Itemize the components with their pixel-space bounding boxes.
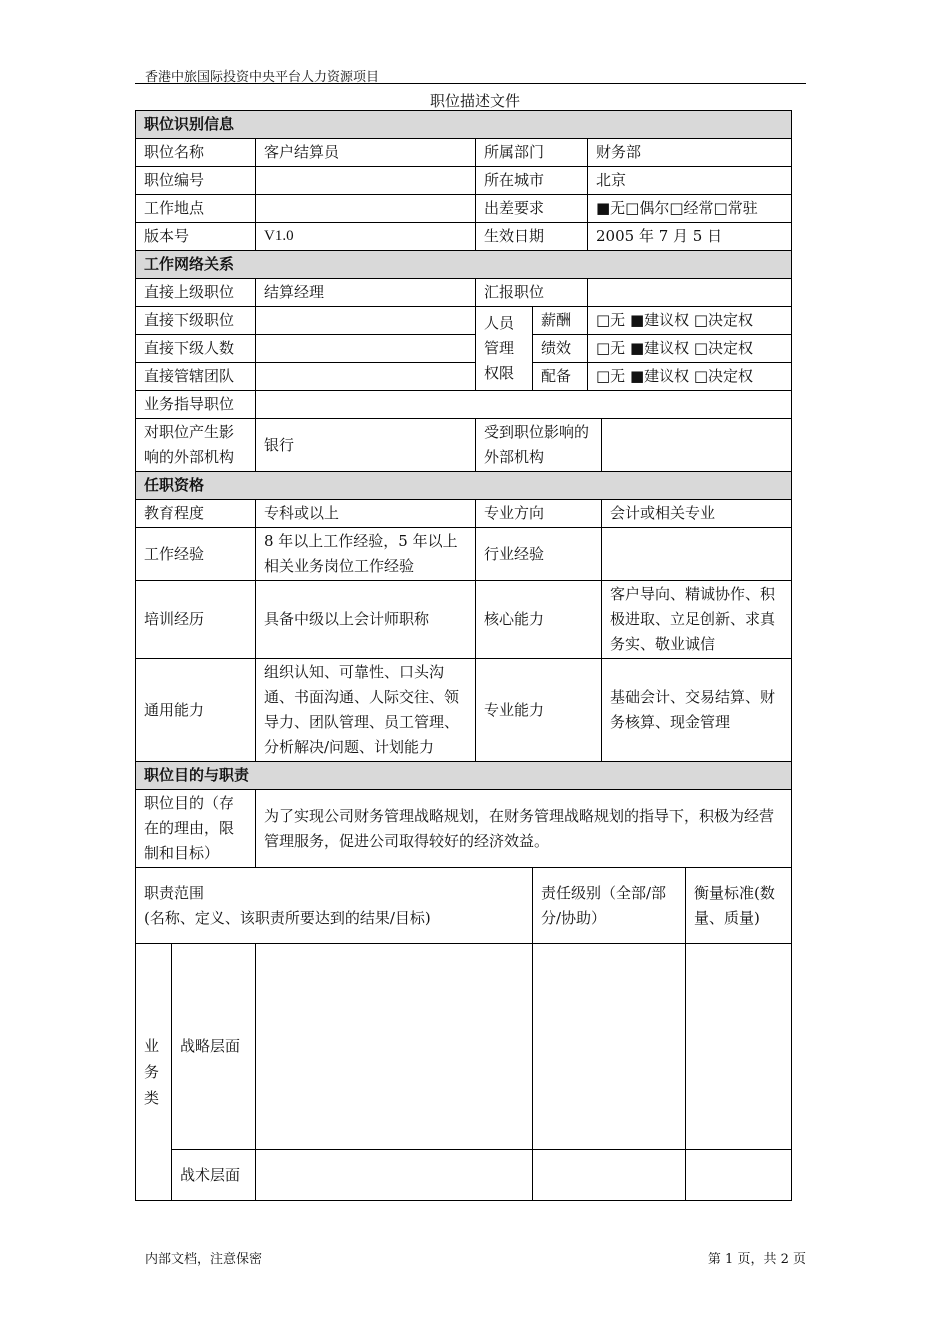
general-ability-label: 通用能力 — [136, 659, 256, 762]
major-value: 会计或相关专业 — [602, 500, 792, 528]
authority-value: □无 ■建议权 □决定权 — [588, 307, 792, 335]
core-ability-value: 客户导向、精诚协作、积极进取、立足创新、求真务实、敬业诚信 — [602, 581, 792, 659]
section-network: 工作网络关系 — [136, 251, 792, 279]
travel-label: 出差要求 — [476, 195, 588, 223]
report-label: 汇报职位 — [476, 279, 588, 307]
version-label: 版本号 — [136, 223, 256, 251]
purpose-text: 为了实现公司财务管理战略规划，在财务管理战略规划的指导下，积极为经营管理服务，促进公司取得较好的经济效益。 — [256, 790, 792, 868]
footer-confidential: 内部文档，注意保密 — [145, 1252, 263, 1267]
report-value — [588, 279, 792, 307]
business-category-label — [136, 944, 172, 1201]
table-row — [136, 528, 792, 581]
table-row — [136, 223, 792, 251]
table-row — [136, 167, 792, 195]
travel-value: ■无□偶尔□经常□常驻 — [588, 195, 792, 223]
table-row — [136, 307, 792, 335]
section-identification: 职位识别信息 — [136, 111, 792, 139]
document-title: 职位描述文件 — [429, 92, 520, 110]
footer-page-number: 第 1 页，共 2 页 — [707, 1252, 806, 1267]
measure-standard-label: 衡量标准(数量、质量) — [686, 868, 792, 944]
guidance-label: 业务指导职位 — [136, 391, 256, 419]
major-label: 专业方向 — [476, 500, 602, 528]
tactical-level-cell — [533, 1150, 686, 1201]
table-row — [136, 419, 792, 472]
table-row — [136, 500, 792, 528]
effective-date-value: 2005 年 7 月 5 日 — [588, 223, 792, 251]
industry-label: 行业经验 — [476, 528, 602, 581]
scope-sub: (名称、定义、该职责所要达到的结果/目标) — [144, 908, 431, 927]
authority-value: □无 ■建议权 □决定权 — [588, 363, 792, 391]
responsibility-level-label: 责任级别（全部/部分/协助） — [533, 868, 686, 944]
training-label: 培训经历 — [136, 581, 256, 659]
strategic-measure-cell — [686, 944, 792, 1150]
authority-label: 绩效 — [533, 335, 588, 363]
strategic-scope-cell — [256, 944, 533, 1150]
table-row — [136, 279, 792, 307]
subordinate-value — [256, 307, 476, 335]
general-ability-value: 组织认知、可靠性、口头沟通、书面沟通、人际交往、领导力、团队管理、员工管理、分析解决/问题、计划能力 — [256, 659, 476, 762]
section-qualification: 任职资格 — [136, 472, 792, 500]
superior-value: 结算经理 — [256, 279, 476, 307]
section-identification-row — [136, 111, 792, 139]
location-value — [256, 195, 476, 223]
tactical-label: 战术层面 — [172, 1150, 256, 1201]
table-row — [136, 944, 792, 1150]
industry-value — [602, 528, 792, 581]
department-value: 财务部 — [588, 139, 792, 167]
table-row — [136, 581, 792, 659]
effective-date-label: 生效日期 — [476, 223, 588, 251]
superior-label: 直接上级职位 — [136, 279, 256, 307]
purpose-label: 职位目的（存在的理由，限制和目标） — [136, 790, 256, 868]
strategic-level-cell — [533, 944, 686, 1150]
external-affected-label: 受到职位影响的外部机构 — [476, 419, 602, 472]
section-purpose-row — [136, 762, 792, 790]
guidance-value — [256, 391, 792, 419]
table-row — [136, 363, 792, 391]
table-row — [136, 868, 792, 944]
authority-label: 薪酬 — [533, 307, 588, 335]
job-description-table — [135, 110, 792, 1201]
table-row — [136, 335, 792, 363]
location-label: 工作地点 — [136, 195, 256, 223]
strategic-label: 战略层面 — [172, 944, 256, 1150]
professional-ability-value: 基础会计、交易结算、财务核算、现金管理 — [602, 659, 792, 762]
subordinate-count-label: 直接下级人数 — [136, 335, 256, 363]
version-value: V1.0 — [256, 223, 476, 251]
section-network-row — [136, 251, 792, 279]
external-affected-value — [602, 419, 792, 472]
city-value: 北京 — [588, 167, 792, 195]
table-row — [136, 659, 792, 762]
business-char: 业 — [144, 1037, 160, 1055]
table-row — [136, 391, 792, 419]
subordinate-label: 直接下级职位 — [136, 307, 256, 335]
experience-value: 8 年以上工作经验，5 年以上相关业务岗位工作经验 — [256, 528, 476, 581]
authority-value: □无 ■建议权 □决定权 — [588, 335, 792, 363]
table-row — [136, 1150, 792, 1201]
external-affecting-label: 对职位产生影响的外部机构 — [136, 419, 256, 472]
business-char: 务 — [144, 1063, 160, 1081]
scope-label: 职责范围 — [144, 883, 205, 902]
position-name-value: 客户结算员 — [256, 139, 476, 167]
training-value: 具备中级以上会计师职称 — [256, 581, 476, 659]
team-value — [256, 363, 476, 391]
position-code-value — [256, 167, 476, 195]
section-qualification-row — [136, 472, 792, 500]
education-label: 教育程度 — [136, 500, 256, 528]
position-name-label: 职位名称 — [136, 139, 256, 167]
business-char: 类 — [144, 1089, 160, 1107]
team-label: 直接管辖团队 — [136, 363, 256, 391]
city-label: 所在城市 — [476, 167, 588, 195]
tactical-measure-cell — [686, 1150, 792, 1201]
core-ability-label: 核心能力 — [476, 581, 602, 659]
tactical-scope-cell — [256, 1150, 533, 1201]
professional-ability-label: 专业能力 — [476, 659, 602, 762]
department-label: 所属部门 — [476, 139, 588, 167]
position-code-label: 职位编号 — [136, 167, 256, 195]
authority-label: 配备 — [533, 363, 588, 391]
header-rule — [135, 83, 806, 84]
education-value: 专科或以上 — [256, 500, 476, 528]
table-row — [136, 195, 792, 223]
header-project: 香港中旅国际投资中央平台人力资源项目 — [145, 70, 380, 85]
experience-label: 工作经验 — [136, 528, 256, 581]
scope-header — [136, 868, 533, 944]
table-row — [136, 139, 792, 167]
personnel-authority-label: 人员管理权限 — [476, 307, 533, 391]
table-row — [136, 790, 792, 868]
external-affecting-value: 银行 — [256, 419, 476, 472]
section-purpose: 职位目的与职责 — [136, 762, 792, 790]
subordinate-count-value — [256, 335, 476, 363]
